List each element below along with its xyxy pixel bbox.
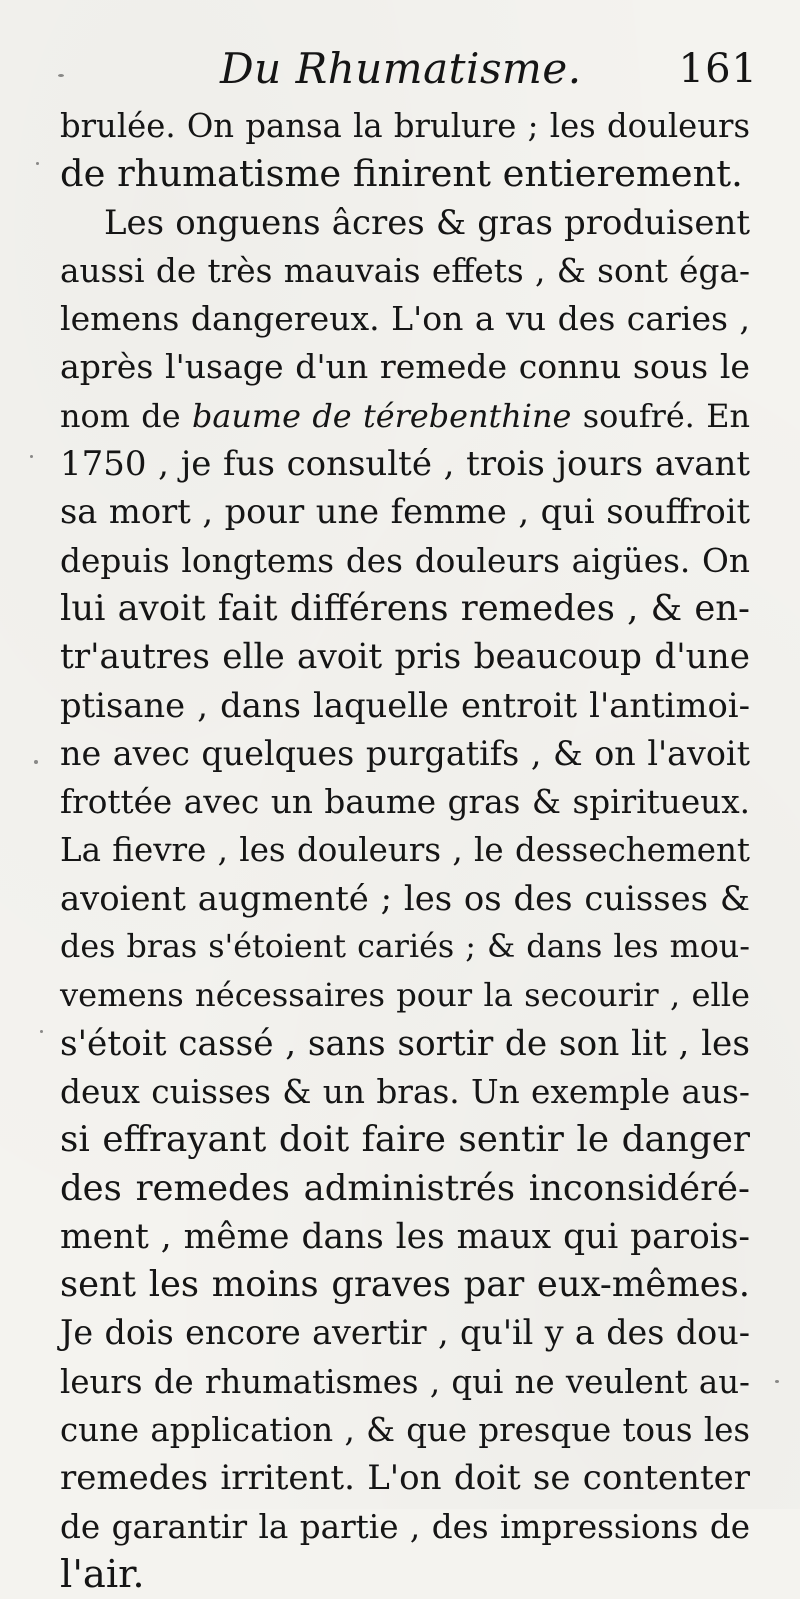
text-line: l'air. [60, 1551, 145, 1597]
text-line: aussi de très mauvais effets , & sont éga- [60, 251, 750, 290]
body-text [60, 102, 750, 1599]
text-line: La fievre , les douleurs , le dessechement [60, 831, 750, 870]
text-line: cune application , & que presque tous les [60, 1411, 750, 1450]
text-line: Les onguens âcres & gras produisent [104, 202, 750, 243]
text-line: des bras s'étoient cariés ; & dans les mou- [60, 929, 750, 966]
text-line: sa mort , pour une femme , qui souffroit [60, 492, 750, 532]
paper-speck [58, 74, 64, 77]
text-line: leurs de rhumatismes , qui ne veulent au- [60, 1362, 750, 1401]
text-line: vemens nécessaires pour la secourir , elle [60, 976, 750, 1015]
page-number: 161 [678, 46, 758, 92]
paper-speck [775, 1380, 779, 1383]
text-line: de rhumatisme finirent entierement. [60, 152, 743, 196]
text-line: lemens dangereux. L'on a vu des caries , [60, 299, 750, 339]
text-line: remedes irritent. L'on doit se contenter [60, 1458, 750, 1499]
text-segment: soufré. En [582, 396, 750, 435]
page-header [60, 44, 758, 104]
running-title: Du Rhumatisme. [220, 44, 582, 93]
text-line: brulée. On pansa la brulure ; les douleurs [60, 107, 750, 145]
text-line: ptisane , dans laquelle entroit l'antimoi- [60, 685, 750, 725]
text-segment: nom de [60, 396, 181, 435]
paper-speck [30, 455, 33, 458]
text-line: ment , même dans les maux qui parois- [60, 1216, 750, 1257]
paper-speck [40, 1030, 43, 1033]
text-line: des remedes administrés inconsidéré- [60, 1167, 750, 1209]
text-line: s'étoit cassé , sans sortir de son lit , les [60, 1023, 750, 1064]
text-line-with-italic [60, 392, 750, 440]
paper-speck [36, 162, 39, 165]
text-line: ne avec quelques purgatifs , & on l'avoit [60, 733, 750, 773]
text-line: Je dois encore avertir , qu'il y a des dou- [60, 1313, 750, 1353]
text-line: avoient augmenté ; les os des cuisses & [60, 878, 750, 918]
text-line: de garantir la partie , des impressions de [60, 1507, 750, 1546]
text-line: lui avoit fait différens remedes , & en- [60, 587, 750, 629]
text-line: 1750 , je fus consulté , trois jours avant [60, 444, 750, 485]
text-line: après l'usage d'un remede connu sous le [60, 347, 750, 387]
text-line: sent les moins graves par eux-mêmes. [60, 1264, 750, 1306]
text-line: depuis longtems des douleurs aigües. On [60, 541, 750, 580]
text-line: si effrayant doit faire sentir le danger [60, 1119, 750, 1161]
italic-remedy-name: baume de térebenthine [191, 396, 572, 435]
paper-speck [34, 760, 38, 764]
text-line: tr'autres elle avoit pris beaucoup d'une [60, 637, 750, 678]
text-line: frottée avec un baume gras & spiritueux. [60, 783, 750, 822]
text-line: deux cuisses & un bras. Un exemple aus- [60, 1072, 750, 1111]
